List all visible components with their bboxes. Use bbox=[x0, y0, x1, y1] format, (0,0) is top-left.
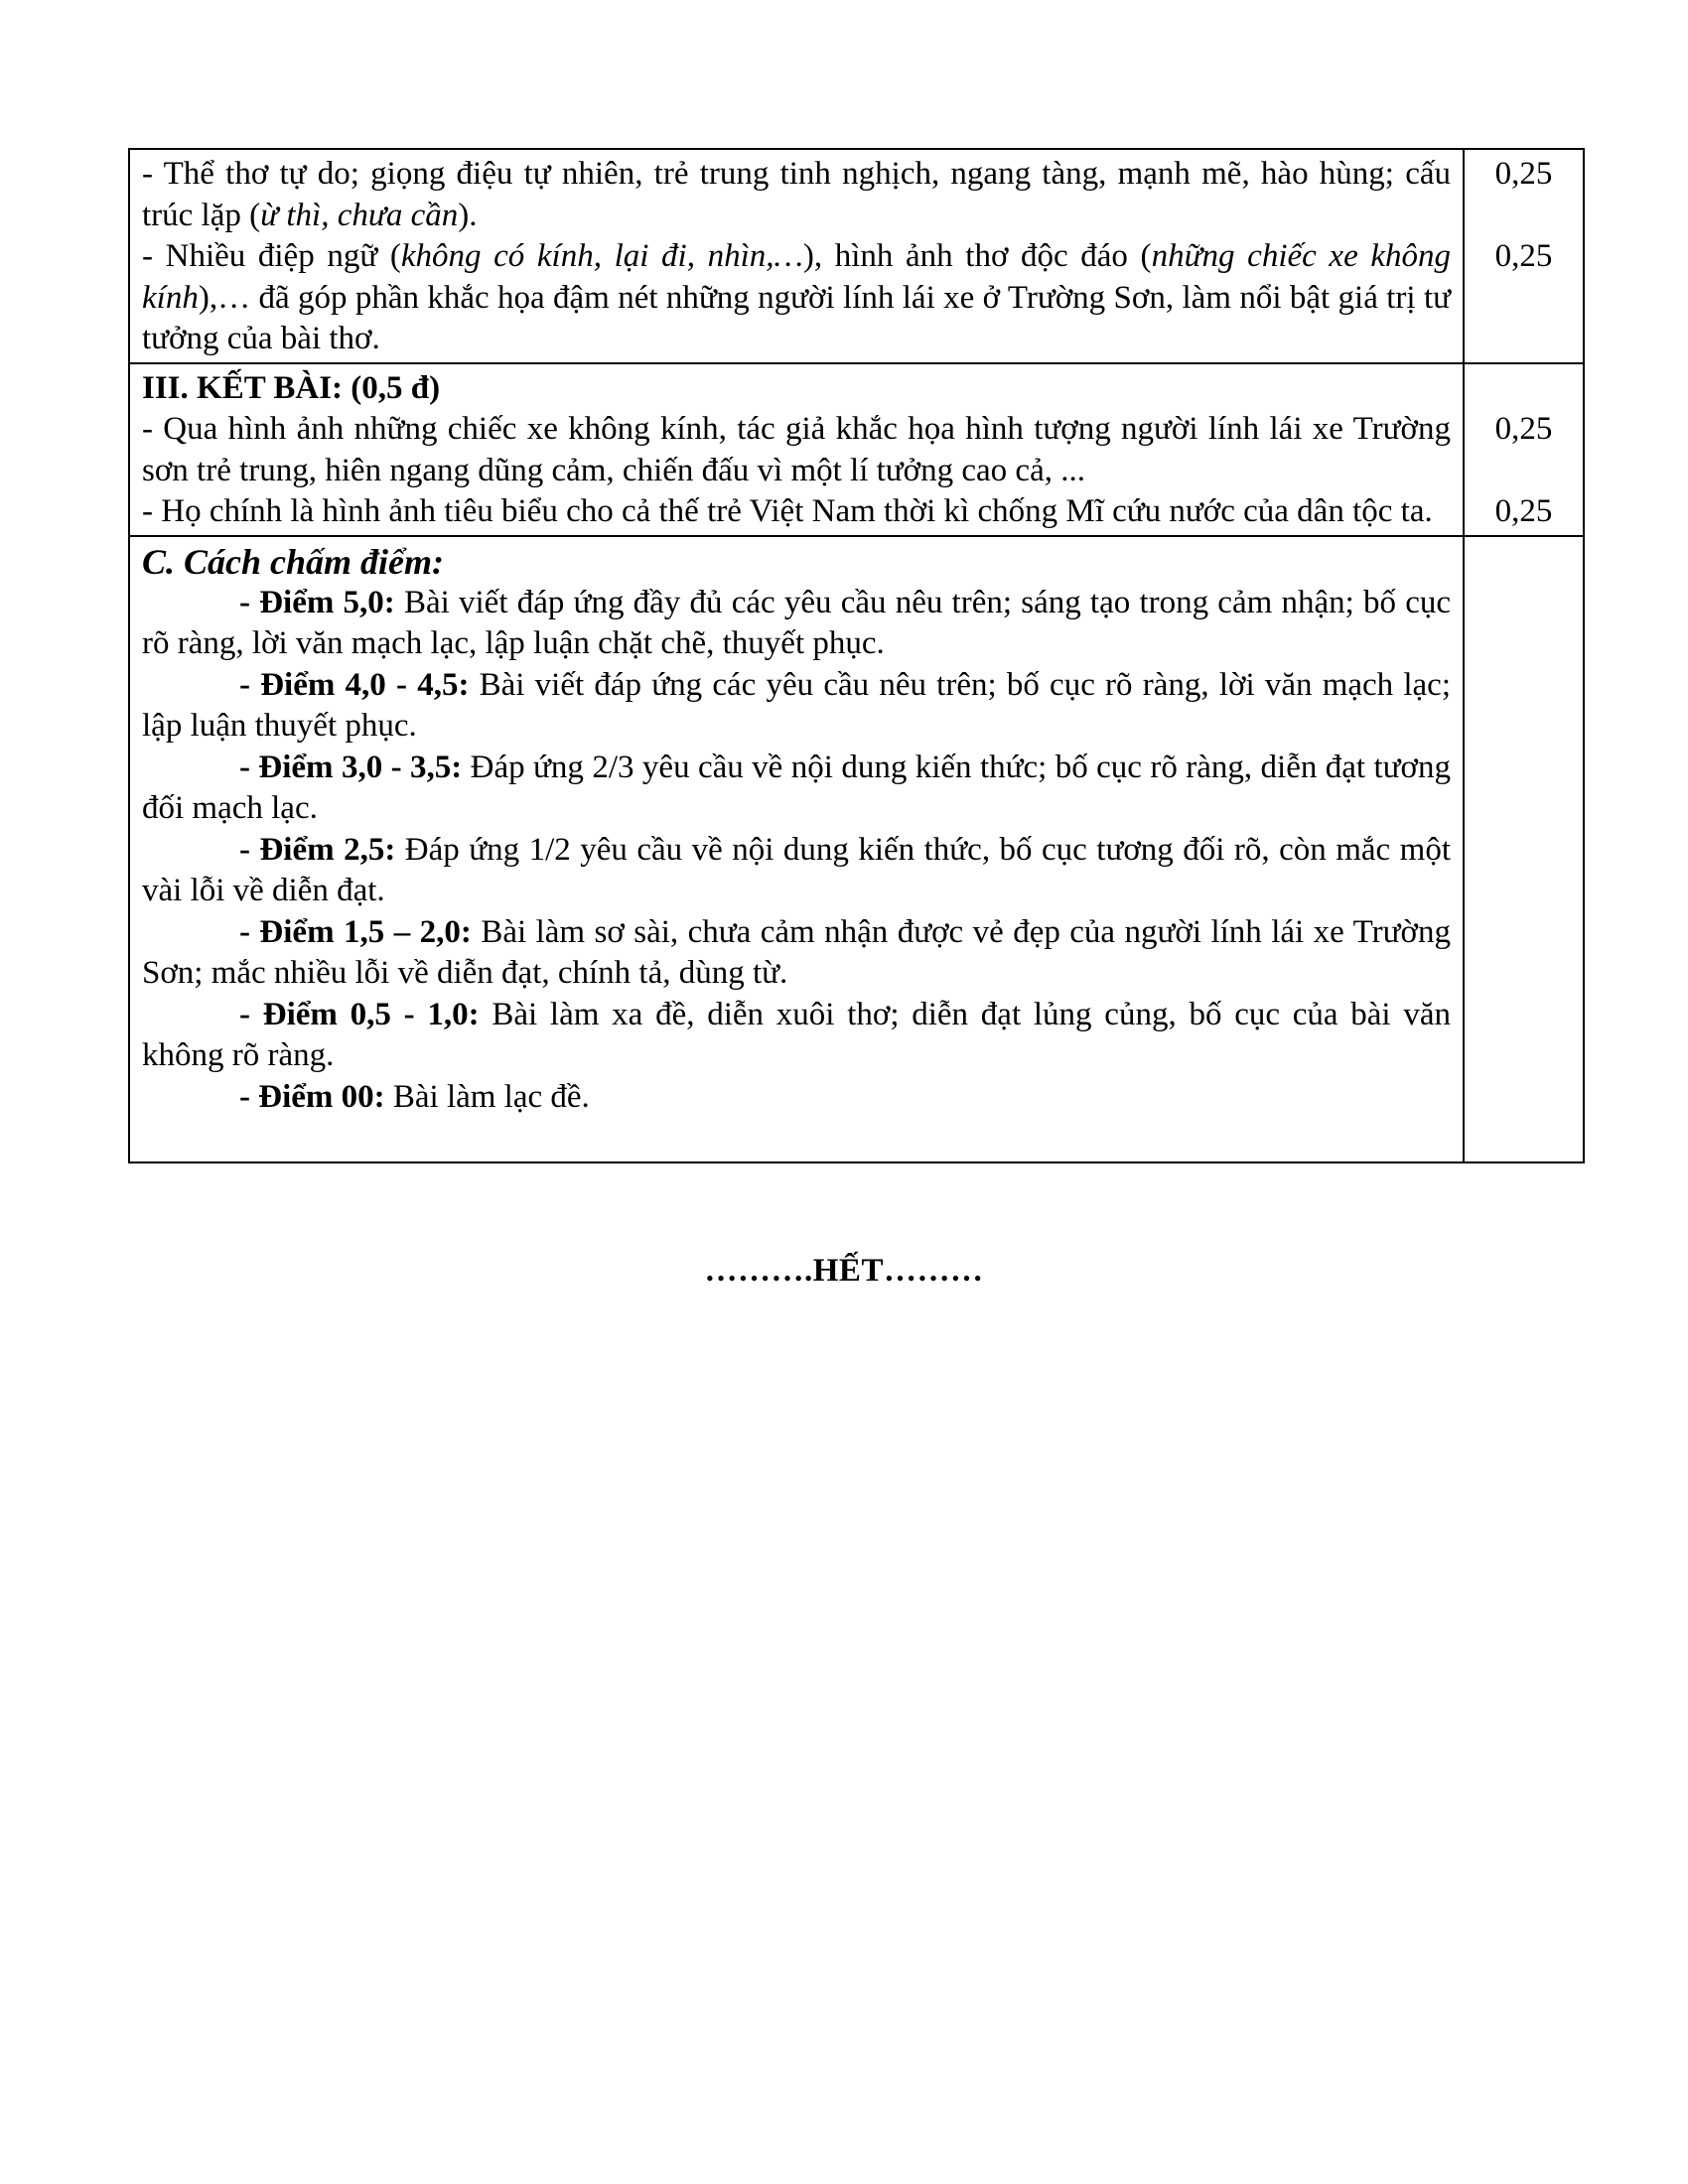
paragraph-italic-text: không có kính, lại đi, nhìn,… bbox=[400, 238, 803, 274]
rubric-score-cell bbox=[1464, 149, 1584, 363]
grade-label: - Điểm 3,0 - 3,5: bbox=[239, 749, 463, 785]
section-heading: III. KẾT BÀI: (0,5 đ) bbox=[142, 369, 441, 406]
paragraph-italic-text: ừ thì, chưa cần bbox=[260, 197, 459, 233]
grade-label: - Điểm 2,5: bbox=[239, 831, 396, 868]
criterion-paragraph bbox=[142, 491, 1451, 533]
rubric-score-cell bbox=[1464, 363, 1584, 536]
grade-criterion bbox=[142, 748, 1451, 830]
paragraph-text: - Nhiều điệp ngữ ( bbox=[142, 238, 401, 274]
grade-description: Bài làm lạc đề. bbox=[384, 1078, 590, 1115]
grade-description: Đáp ứng 1/2 yêu cầu về nội dung kiến thức, bố cục tương đối rõ, còn mắc một vài lỗi về diễn đạt. bbox=[142, 831, 1451, 908]
grade-description: Đáp ứng 2/3 yêu cầu về nội dung kiến thức; bố cục rõ ràng, diễn đạt tương đối mạch lạc. bbox=[142, 749, 1451, 826]
paragraph-text: - Qua hình ảnh những chiếc xe không kính, tác giả khắc họa hình tượng người lính lái xe Trường sơn trẻ trung, hiên ngang dũng cảm, chiến đấu vì một lí tưởng cao cả, ... bbox=[142, 411, 1451, 488]
score-spacer bbox=[1465, 368, 1583, 410]
rubric-score-cell bbox=[1464, 536, 1584, 1163]
rubric-content-cell bbox=[129, 149, 1464, 363]
grade-label: - Điểm 0,5 - 1,0: bbox=[239, 996, 480, 1032]
paragraph-text: - Thể thơ tự do; giọng điệu tự nhiên, trẻ trung tinh nghịch, ngang tàng, mạnh mẽ, hào hùng; cấu trúc lặp ( bbox=[142, 156, 1451, 233]
grade-criterion bbox=[142, 912, 1451, 995]
score-spacer bbox=[1465, 196, 1583, 237]
grade-criterion bbox=[142, 583, 1451, 665]
grade-description: Bài làm sơ sài, chưa cảm nhận được vẻ đẹp của người lính lái xe Trường Sơn; mắc nhiều lỗi về diễn đạt, chính tả, dùng từ. bbox=[142, 913, 1451, 991]
grade-label: - Điểm 1,5 – 2,0: bbox=[239, 913, 472, 950]
paragraph-text: ), hình ảnh thơ độc đáo ( bbox=[802, 238, 1152, 274]
criterion-paragraph bbox=[142, 409, 1451, 491]
rubric-content-cell bbox=[129, 536, 1464, 1163]
score-value: 0,25 bbox=[1494, 156, 1553, 192]
rubric-row-grading-scale bbox=[129, 536, 1584, 1163]
end-of-document-mark: ……….HẾT……… bbox=[704, 1253, 984, 1289]
rubric-row-conclusion bbox=[129, 363, 1584, 536]
score-value: 0,25 bbox=[1494, 493, 1553, 529]
criterion-paragraph bbox=[142, 236, 1451, 360]
score-spacer bbox=[1465, 451, 1583, 492]
paragraph-text: ). bbox=[458, 197, 478, 233]
grade-label: - Điểm 00: bbox=[239, 1078, 385, 1115]
criterion-paragraph bbox=[142, 154, 1451, 236]
score-value: 0,25 bbox=[1494, 411, 1553, 447]
paragraph-italic-text: những chiếc xe không kính bbox=[142, 238, 1451, 316]
grade-description: Bài viết đáp ứng đầy đủ các yêu cầu nêu trên; sáng tạo trong cảm nhận; bố cục rõ ràng, lời văn mạch lạc, lập luận chặt chẽ, thuyết phục. bbox=[142, 584, 1451, 661]
grading-rubric-table bbox=[128, 148, 1585, 1163]
grade-description: Bài viết đáp ứng các yêu cầu nêu trên; bố cục rõ ràng, lời văn mạch lạc; lập luận thuyết phục. bbox=[142, 666, 1451, 744]
grade-criterion bbox=[142, 995, 1451, 1077]
grade-criterion bbox=[142, 665, 1451, 748]
section-heading-italic: C. Cách chấm điểm: bbox=[142, 541, 444, 582]
rubric-content-cell bbox=[129, 363, 1464, 536]
rubric-row-body-end bbox=[129, 149, 1584, 363]
grade-label: - Điểm 5,0: bbox=[239, 584, 395, 620]
paragraph-text: ),… đã góp phần khắc họa đậm nét những người lính lái xe ở Trường Sơn, làm nổi bật giá trị tư tưởng của bài thơ. bbox=[142, 279, 1451, 356]
grade-description: Bài làm xa đề, diễn xuôi thơ; diễn đạt lủng củng, bố cục của bài văn không rõ ràng. bbox=[142, 996, 1451, 1073]
grade-criterion bbox=[142, 1077, 1451, 1119]
grade-label: - Điểm 4,0 - 4,5: bbox=[239, 666, 470, 703]
score-value: 0,25 bbox=[1494, 238, 1553, 274]
grade-criterion bbox=[142, 830, 1451, 912]
paragraph-text: - Họ chính là hình ảnh tiêu biểu cho cả thế trẻ Việt Nam thời kì chống Mĩ cứu nước của dân tộc ta. bbox=[142, 493, 1433, 529]
